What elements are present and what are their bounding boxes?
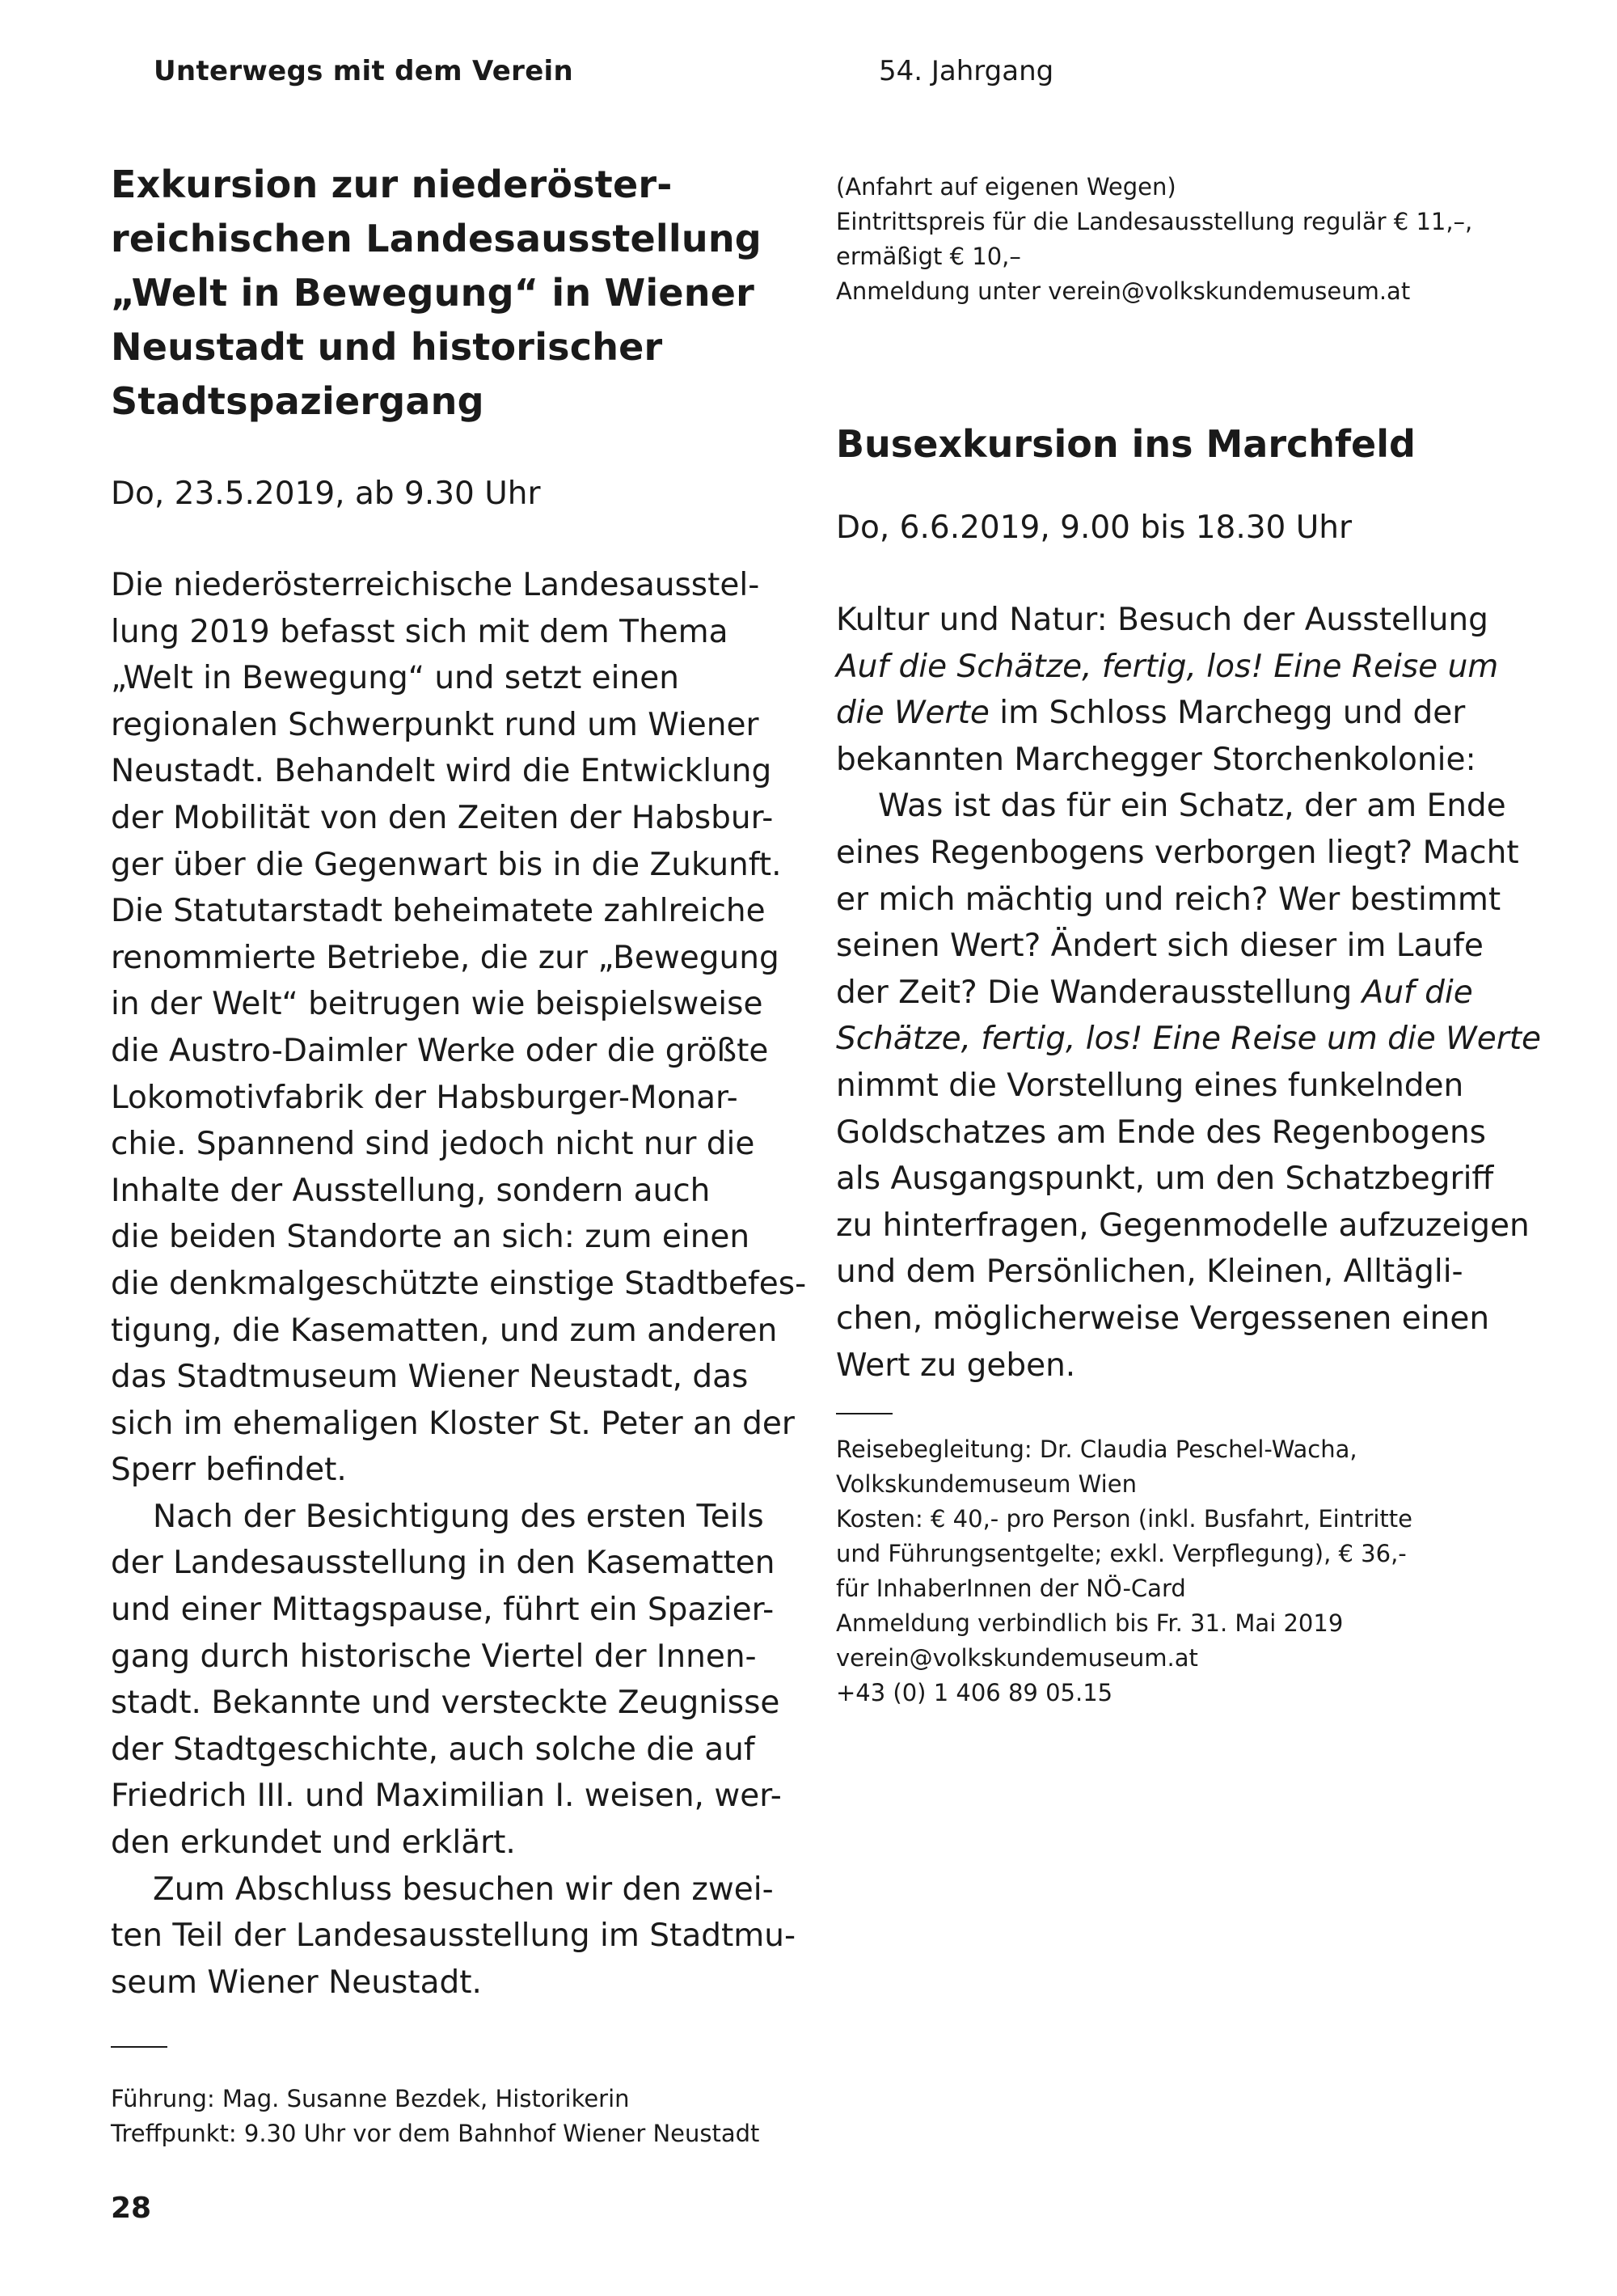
text-line: nimmt die Vorstellung eines funkelnden <box>836 1067 1464 1104</box>
text-line: Die niederösterreichische Landesausstel- <box>111 567 760 603</box>
info-line: Treffpunkt: 9.30 Uhr vor dem Bahnhof Wiener Neustadt <box>111 2120 760 2148</box>
admission-info-block <box>836 170 1507 309</box>
info-line: für InhaberInnen der NÖ-Card <box>836 1575 1186 1603</box>
text-line: er mich mächtig und reich? Wer bestimmt <box>836 881 1501 918</box>
info-line: (Anfahrt auf eigenen Wegen) <box>836 173 1176 201</box>
info-line: +43 (0) 1 406 89 05.15 <box>836 1679 1113 1707</box>
article-body <box>111 562 807 2006</box>
text-line: chen, möglicherweise Vergessenen einen <box>836 1300 1490 1337</box>
paragraph-description <box>836 783 1542 1389</box>
text-line: Sperr befindet. <box>111 1452 347 1489</box>
text-fragment: der Zeit? Die Wanderausstellung <box>836 974 1362 1011</box>
text-line: Lokomotivfabrik der Habsburger-Monar- <box>111 1079 738 1116</box>
text-line: Wert zu geben. <box>836 1347 1076 1384</box>
info-line: Führung: Mag. Susanne Bezdek, Historikerin <box>111 2085 630 2113</box>
text-line: Zum Abschluss besuchen wir den zwei- <box>153 1871 774 1908</box>
divider-rule <box>111 2046 167 2048</box>
paragraph-intro <box>111 562 807 1494</box>
left-column <box>111 158 807 2151</box>
info-line: Kosten: € 40,- pro Person (inkl. Busfahrt, Eintritte <box>836 1505 1413 1533</box>
text-fragment: im Schloss Marchegg und der <box>989 695 1466 732</box>
info-line: Volkskundemuseum Wien <box>836 1470 1137 1499</box>
exhibition-title: die Werte <box>836 695 990 732</box>
paragraph-tour <box>111 1494 782 1867</box>
text-line: Kultur und Natur: Besuch der Ausstellung <box>836 602 1488 638</box>
text-line: die beiden Standorte an sich: zum einen <box>111 1219 750 1256</box>
text-line: seinen Wert? Ändert sich dieser im Laufe <box>836 928 1484 965</box>
info-line: Anmeldung unter verein@volkskundemuseum.at <box>836 277 1411 305</box>
running-header-section: Unterwegs mit dem Verein <box>154 55 574 87</box>
text-line: die Austro-Daimler Werke oder die größte <box>111 1032 769 1069</box>
title-line: reichischen Landesausstellung <box>111 217 762 260</box>
text-line: Inhalte der Ausstellung, sondern auch <box>111 1172 711 1209</box>
text-line: in der Welt“ beitrugen wie beispielsweise <box>111 986 763 1023</box>
exhibition-title: Schätze, fertig, los! Eine Reise um die Werte <box>836 1021 1542 1058</box>
event-info-block <box>111 2082 774 2151</box>
text-line <box>836 970 1507 1017</box>
text-line: tigung, die Kasematten, und zum anderen <box>111 1312 778 1349</box>
text-line: lung 2019 befasst sich mit dem Thema <box>111 613 728 650</box>
info-line: ermäßigt € 10,– <box>836 243 1021 270</box>
text-line: und einer Mittagspause, führt ein Spazier- <box>111 1592 775 1629</box>
text-line: eines Regenbogens verborgen liegt? Macht <box>836 834 1519 871</box>
text-line: renommierte Betriebe, die zur „Bewegung <box>111 939 779 976</box>
text-line: sich im ehemaligen Kloster St. Peter an der <box>111 1405 795 1442</box>
text-line: Goldschatzes am Ende des Regenbogens <box>836 1114 1486 1151</box>
text-line: Friedrich III. und Maximilian I. weisen, wer- <box>111 1778 782 1815</box>
info-line: und Führungsentgelte; exkl. Verpflegung), € 36,- <box>836 1540 1407 1568</box>
text-line: Nach der Besichtigung des ersten Teils <box>153 1498 764 1535</box>
title-line: Exkursion zur niederöster- <box>111 163 673 206</box>
running-header-volume: 54. Jahrgang <box>879 55 1054 87</box>
article-title-excursion <box>111 158 774 429</box>
article-body <box>836 597 1542 1389</box>
paragraph-intro <box>836 597 1507 783</box>
text-line: gang durch historische Viertel der Innen- <box>111 1638 757 1675</box>
title-line: Neustadt und historischer <box>111 325 663 369</box>
info-line: Eintrittspreis für die Landesausstellung regulär € 11,–, <box>836 208 1473 235</box>
event-date: Do, 6.6.2019, 9.00 bis 18.30 Uhr <box>836 510 1353 546</box>
exhibition-title: Auf die Schätze, fertig, los! Eine Reise um <box>836 648 1499 685</box>
info-line: verein@volkskundemuseum.at <box>836 1644 1198 1672</box>
event-date: Do, 23.5.2019, ab 9.30 Uhr <box>111 476 541 512</box>
text-line: ger über die Gegenwart bis in die Zukunft. <box>111 846 782 883</box>
text-line <box>836 1016 1542 1063</box>
text-line: ten Teil der Landesausstellung im Stadtmu- <box>111 1918 796 1955</box>
text-line: chie. Spannend sind jedoch nicht nur die <box>111 1126 755 1163</box>
divider-rule <box>836 1413 893 1414</box>
info-line: Reisebegleitung: Dr. Claudia Peschel-Wacha, <box>836 1436 1357 1464</box>
text-line <box>836 644 1507 691</box>
info-line: Anmeldung verbindlich bis Fr. 31. Mai 2019 <box>836 1609 1344 1638</box>
text-line: seum Wiener Neustadt. <box>111 1964 482 2001</box>
text-line: stadt. Bekannte und versteckte Zeugnisse <box>111 1685 780 1722</box>
text-line: Die Statutarstadt beheimatete zahlreiche <box>111 893 766 930</box>
text-line: und dem Persönlichen, Kleinen, Alltägli- <box>836 1254 1463 1291</box>
text-line: Neustadt. Behandelt wird die Entwicklung <box>111 753 772 790</box>
page-number: 28 <box>111 2192 152 2225</box>
right-column <box>836 158 1542 1710</box>
text-line: die denkmalgeschützte einstige Stadtbefes- <box>111 1265 807 1302</box>
text-line: der Mobilität von den Zeiten der Habsbur- <box>111 799 774 836</box>
text-line: „Welt in Bewegung“ und setzt einen <box>111 660 679 697</box>
text-line: zu hinterfragen, Gegenmodelle aufzuzeigen <box>836 1207 1530 1244</box>
text-line: der Stadtgeschichte, auch solche die auf <box>111 1731 755 1768</box>
text-line <box>836 690 1507 737</box>
text-line: regionalen Schwerpunkt rund um Wiener <box>111 706 759 743</box>
text-line: als Ausgangspunkt, um den Schatzbegriff <box>836 1161 1494 1198</box>
article-title-bus-excursion: Busexkursion ins Marchfeld <box>836 422 1416 466</box>
event-info-block <box>836 1432 1507 1710</box>
text-line: Was ist das für ein Schatz, der am Ende <box>878 788 1506 825</box>
text-line: der Landesausstellung in den Kasematten <box>111 1545 775 1582</box>
exhibition-title: Auf die <box>1362 974 1473 1011</box>
text-line: bekannten Marchegger Storchenkolonie: <box>836 741 1476 778</box>
paragraph-closing <box>111 1867 796 2006</box>
title-line: Stadtspaziergang <box>111 379 484 423</box>
text-line: das Stadtmuseum Wiener Neustadt, das <box>111 1359 749 1396</box>
title-line: „Welt in Bewegung“ in Wiener <box>111 271 755 315</box>
text-line: den erkundet und erklärt. <box>111 1825 516 1862</box>
